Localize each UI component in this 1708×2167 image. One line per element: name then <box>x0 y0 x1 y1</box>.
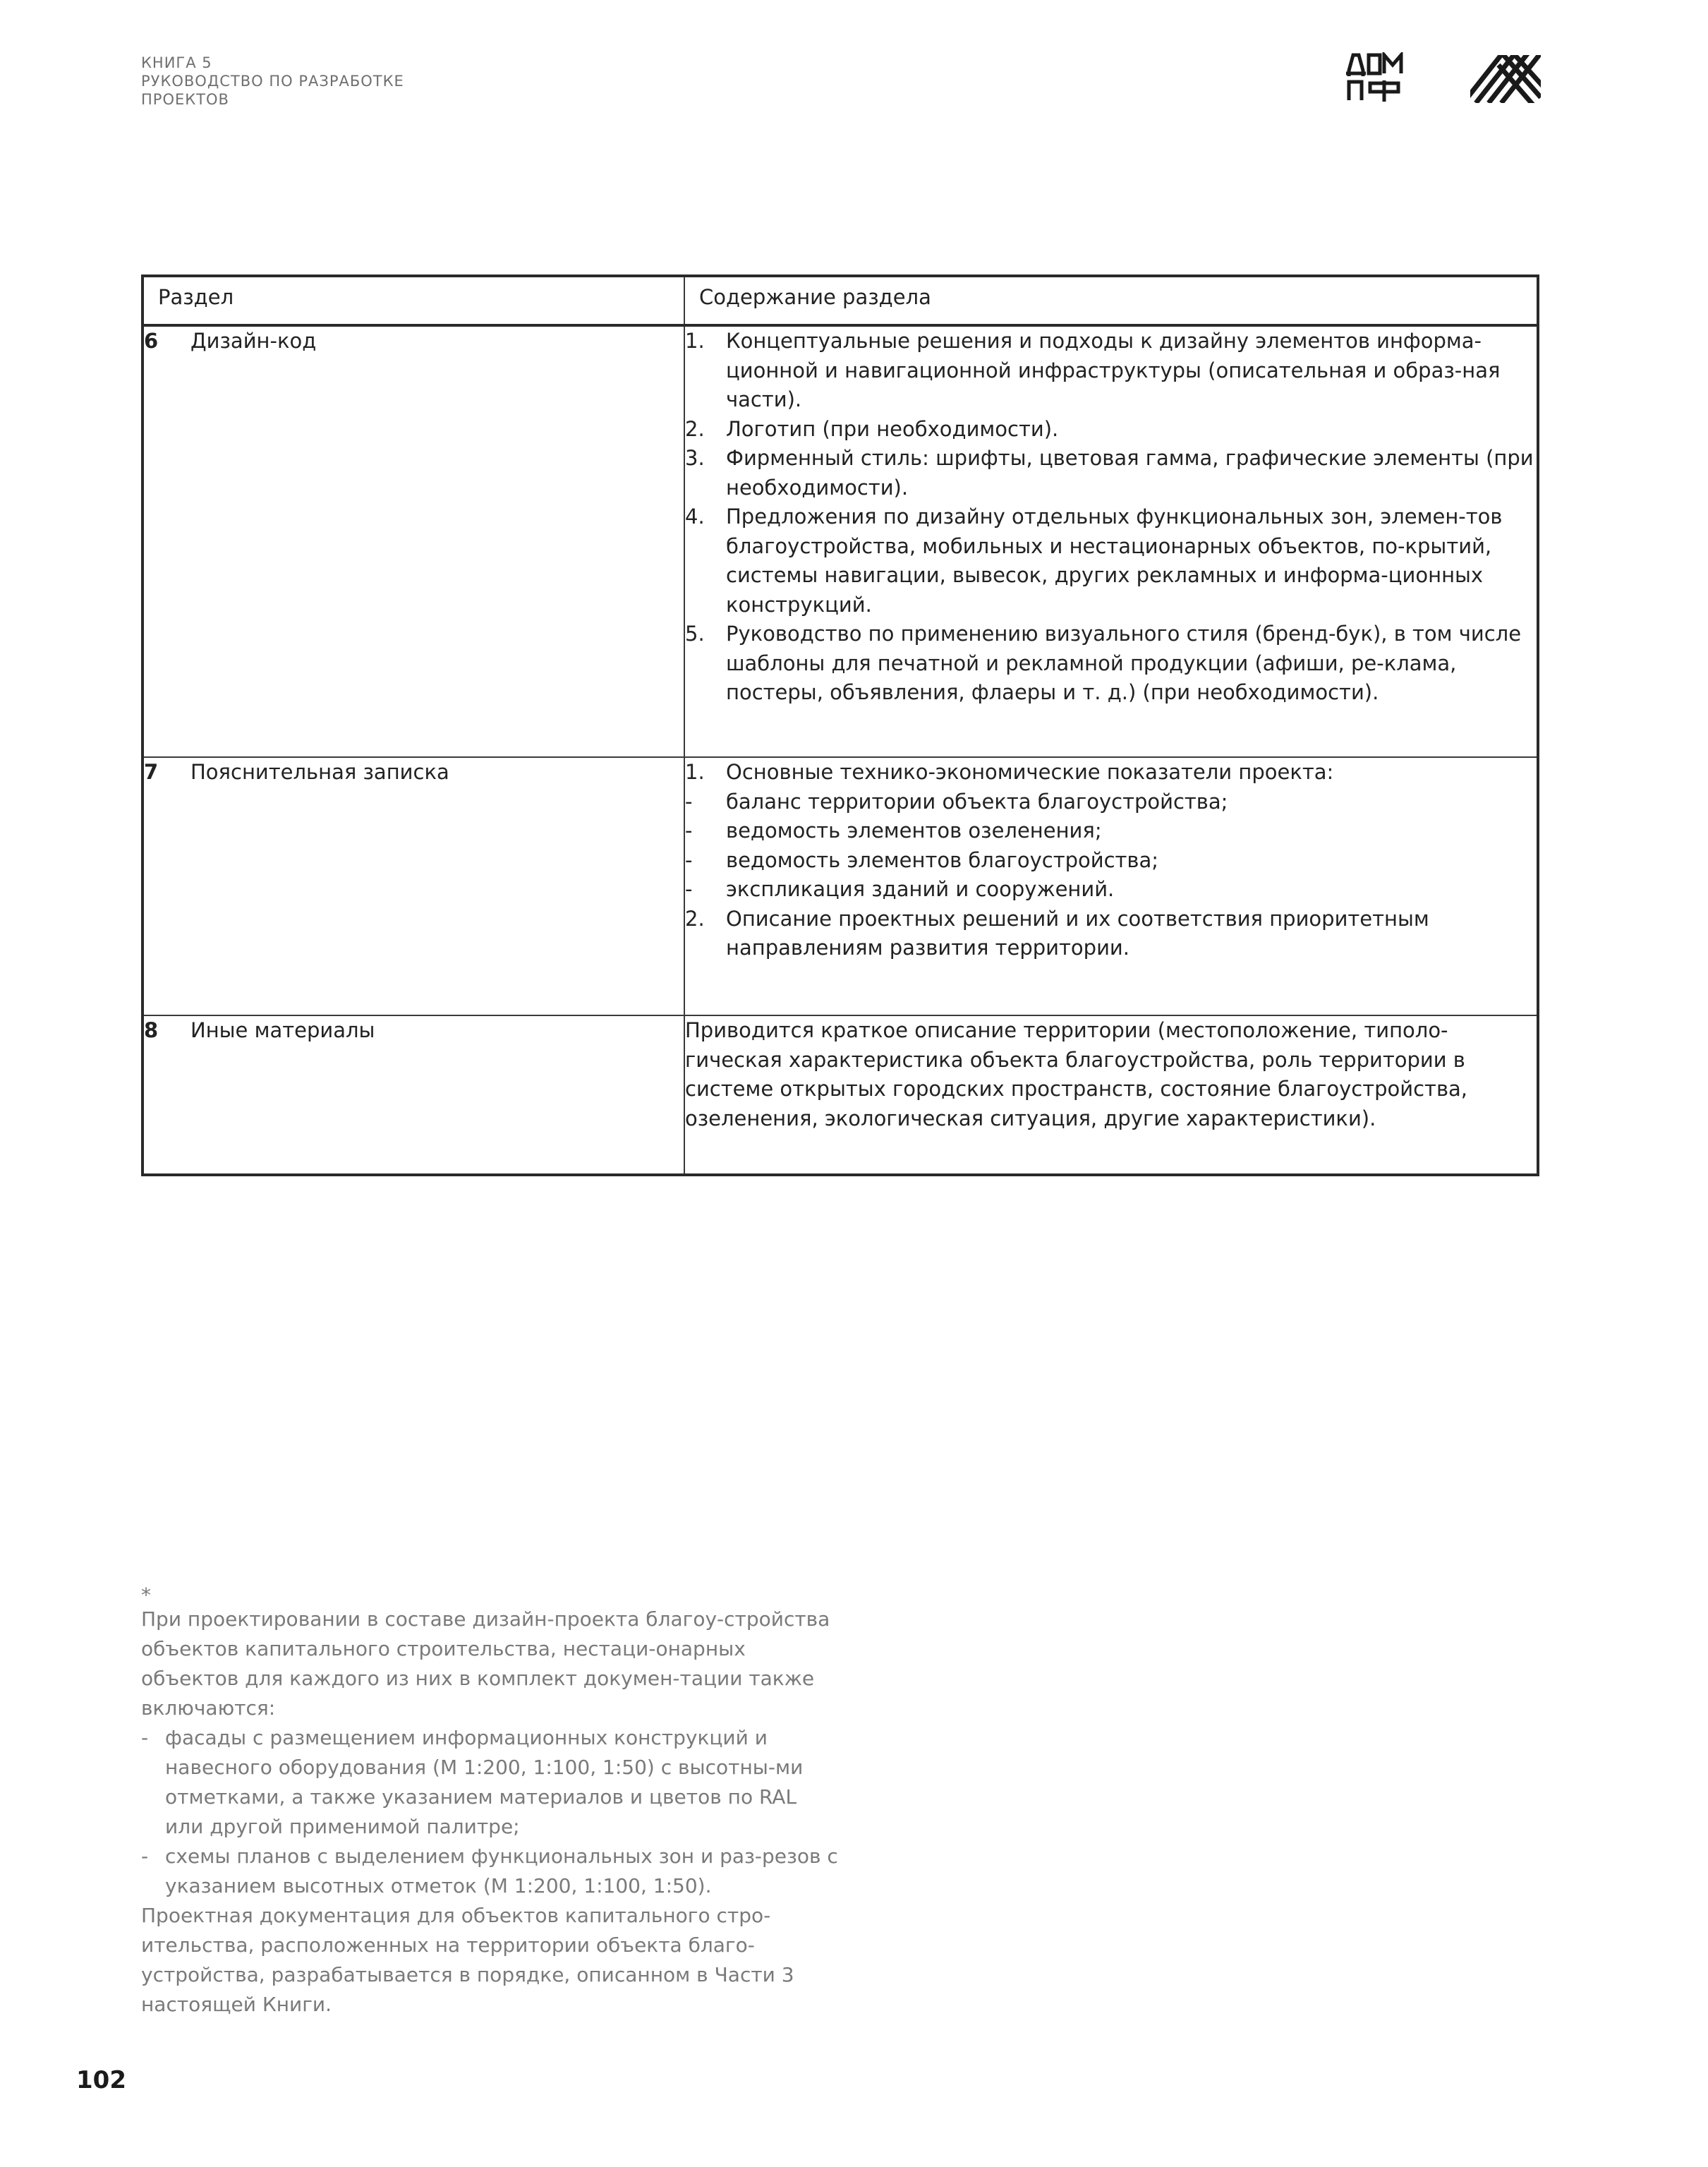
sections-table <box>141 274 1539 1176</box>
book-header-line: ПРОЕКТОВ <box>141 91 229 108</box>
column-header-section: Раздел <box>143 276 684 325</box>
list-item <box>141 1842 840 1901</box>
list-item <box>685 787 1537 817</box>
list-marker: 2. <box>685 416 705 441</box>
content-cell <box>684 757 1538 1015</box>
column-header-content: Содержание раздела <box>684 276 1538 325</box>
list-item <box>685 444 1537 502</box>
list-marker: - <box>141 1726 149 1749</box>
list-item <box>685 758 1537 787</box>
list-item <box>685 875 1537 905</box>
list-text: баланс территории объекта благоустройства; <box>726 789 1228 814</box>
list-marker: - <box>685 877 693 901</box>
dom-rf-logo <box>1346 52 1405 103</box>
list-item <box>685 846 1537 876</box>
section-cell <box>143 325 684 757</box>
list-text: схемы планов с выделением функциональных зон и раз-резов с указанием высотных отметок (М 1:200, 1:100, 1:50). <box>165 1845 838 1897</box>
list-text: ведомость элементов озеленения; <box>726 819 1102 843</box>
table-row <box>143 1015 1538 1175</box>
list-item <box>141 1723 840 1842</box>
content-paragraph: Приводится краткое описание территории (местоположение, типоло-гическая характеристика объекта благоустройства, роль территории в системе открытых городских пространств, состояние благоустройства, озеленения, экологическая ситуация, другие характеристики). <box>685 1018 1468 1130</box>
list-marker: 1. <box>685 760 705 784</box>
list-marker: - <box>685 847 693 872</box>
list-marker: 2. <box>685 906 705 931</box>
list-item <box>685 327 1537 415</box>
list-text: Концептуальные решения и подходы к дизайну элементов информа-ционной и навигационной инфраструктуры (описательная и образ-ная части). <box>726 329 1501 411</box>
list-marker: 1. <box>685 329 705 353</box>
list-item <box>685 816 1537 846</box>
footnote-outro: Проектная документация для объектов капитального стро-ительства, расположенных на территории объекта благо-устройства, разрабатывается в порядке, описанном в Части 3 настоящей Книги. <box>141 1904 794 2016</box>
book-header-line: РУКОВОДСТВО ПО РАЗРАБОТКЕ <box>141 73 404 90</box>
list-marker: 3. <box>685 446 705 470</box>
book-header <box>141 54 404 109</box>
list-marker: 4. <box>685 505 705 529</box>
list-text: Предложения по дизайну отдельных функциональных зон, элемен-тов благоустройства, мобильных и нестационарных объектов, по-крытий, системы навигации, вывесок, других рекламных и информа-ционных конструкций. <box>726 505 1503 617</box>
footnote <box>141 1583 840 2020</box>
list-text: Руководство по применению визуального стиля (бренд-бук), в том числе шаблоны для печатной и рекламной продукции (афиши, ре-клама, постеры, объявления, флаеры и т. д.) (при необходимости). <box>726 622 1522 704</box>
list-marker: - <box>685 819 693 843</box>
table-row <box>143 325 1538 757</box>
section-title: Дизайн-код <box>190 329 317 353</box>
list-item <box>685 415 1537 445</box>
section-title: Иные материалы <box>190 1018 375 1042</box>
list-text: Основные технико-экономические показатели проекта: <box>726 760 1334 784</box>
section-number: 8 <box>144 1018 159 1042</box>
table-header-row <box>143 276 1538 325</box>
list-item <box>685 620 1537 708</box>
list-marker: - <box>141 1845 149 1868</box>
section-number: 6 <box>144 329 159 353</box>
content-cell <box>684 1015 1538 1175</box>
list-marker: - <box>685 789 693 814</box>
list-text: Логотип (при необходимости). <box>726 416 1059 441</box>
section-number: 7 <box>144 760 159 784</box>
list-item <box>685 502 1537 620</box>
section-cell <box>143 1015 684 1175</box>
footnote-intro: При проектировании в составе дизайн-проекта благоу-стройства объектов капитального строительства, нестаци-онарных объектов для каждого из них в комплект докумен-тации также включаются: <box>141 1607 830 1720</box>
table-row <box>143 757 1538 1015</box>
list-text: Описание проектных решений и их соответствия приоритетным направлениям развития территории. <box>726 906 1429 960</box>
section-cell <box>143 757 684 1015</box>
content-cell <box>684 325 1538 757</box>
list-item <box>685 905 1537 963</box>
book-header-line: КНИГА 5 <box>141 54 212 71</box>
page-number: 102 <box>76 2066 126 2094</box>
list-text: экспликация зданий и сооружений. <box>726 877 1115 901</box>
list-text: фасады с размещением информационных конструкций и навесного оборудования (М 1:200, 1:100, 1:50) с высотны-ми отметками, а также указанием материалов и цветов по RAL или другой применимой палитре; <box>165 1726 804 1838</box>
list-marker: 5. <box>685 622 705 646</box>
footnote-marker: * <box>141 1583 151 1607</box>
pattern-logo-icon <box>1470 55 1541 103</box>
list-text: Фирменный стиль: шрифты, цветовая гамма, графические элементы (при необходимости). <box>726 446 1534 500</box>
section-title: Пояснительная записка <box>190 760 449 784</box>
list-text: ведомость элементов благоустройства; <box>726 847 1159 872</box>
